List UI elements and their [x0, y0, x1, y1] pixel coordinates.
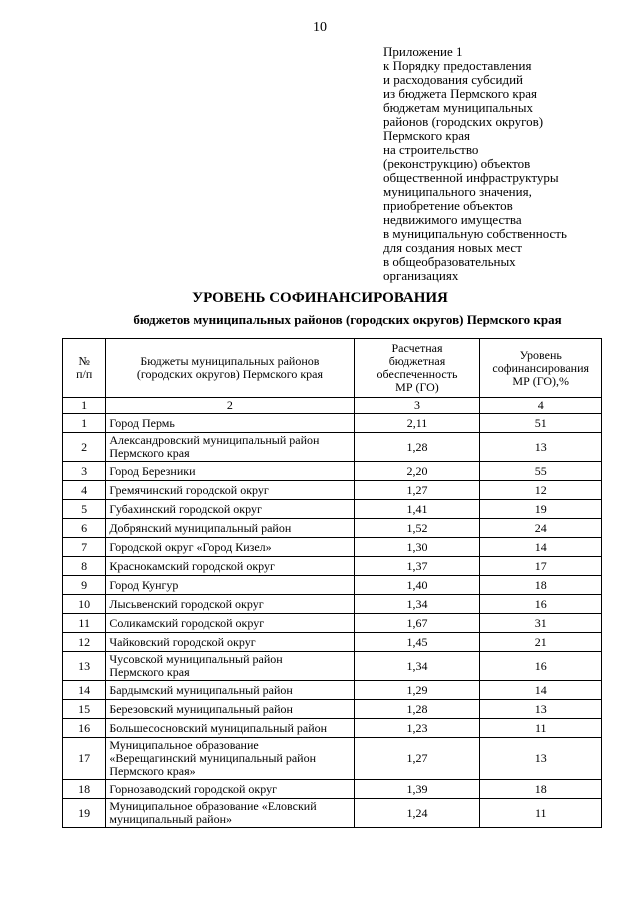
municipality-name — [106, 652, 354, 681]
row-number: 9 — [63, 576, 106, 595]
appendix-line: (реконструкцию) объектов — [383, 156, 531, 171]
column-number: 1 — [63, 398, 106, 414]
budget-security-value: 1,45 — [354, 633, 480, 652]
municipality-name-line: Краснокамский городской округ — [109, 558, 275, 573]
header-line: софинансирования — [492, 360, 590, 375]
budget-security-value: 2,20 — [354, 462, 480, 481]
column-number: 3 — [354, 398, 480, 414]
municipality-name-line: Муниципальное образование «Еловский — [109, 799, 317, 813]
table-row — [63, 481, 602, 500]
table-row — [63, 433, 602, 462]
header-line: п/п — [76, 367, 93, 381]
cofinancing-level-value: 16 — [480, 595, 602, 614]
cofinancing-level-value: 11 — [480, 799, 602, 828]
row-number: 6 — [63, 519, 106, 538]
appendix-line: и расходования субсидий — [383, 72, 523, 87]
cofinancing-level-value: 12 — [480, 481, 602, 500]
header-level — [480, 339, 602, 398]
municipality-name — [106, 481, 354, 500]
cofinancing-level-value: 18 — [480, 576, 602, 595]
municipality-name-line: Пермского края — [109, 446, 190, 460]
table-row — [63, 614, 602, 633]
municipality-name-line: Город Пермь — [109, 415, 175, 430]
municipality-name — [106, 700, 354, 719]
appendix-line: для создания новых мест — [383, 240, 522, 255]
row-number: 13 — [63, 652, 106, 681]
municipality-name-line: Александровский муниципальный район — [109, 433, 320, 447]
budget-security-value: 1,28 — [354, 433, 480, 462]
municipality-name-line: Городской округ «Город Кизел» — [109, 539, 272, 554]
row-number: 17 — [63, 738, 106, 780]
cofinancing-level-value: 11 — [480, 719, 602, 738]
table-row — [63, 799, 602, 828]
budget-security-value: 1,67 — [354, 614, 480, 633]
municipality-name — [106, 738, 354, 780]
appendix-line: районов (городских округов) — [383, 114, 544, 129]
row-number: 10 — [63, 595, 106, 614]
cofinancing-level-value: 14 — [480, 538, 602, 557]
row-number: 12 — [63, 633, 106, 652]
table-row — [63, 633, 602, 652]
budget-security-value: 2,11 — [354, 414, 480, 433]
municipality-name — [106, 633, 354, 652]
table-row — [63, 681, 602, 700]
municipality-name-line: Бардымский муниципальный район — [109, 682, 293, 697]
table-row — [63, 780, 602, 799]
municipality-name — [106, 576, 354, 595]
appendix-line: муниципального значения, — [383, 184, 532, 199]
table-row — [63, 700, 602, 719]
row-number: 18 — [63, 780, 106, 799]
appendix-line: Приложение 1 — [383, 44, 463, 59]
row-number: 14 — [63, 681, 106, 700]
municipality-name-line: Город Кунгур — [109, 577, 179, 592]
budget-security-value: 1,39 — [354, 780, 480, 799]
cofinancing-level-value: 55 — [480, 462, 602, 481]
cofinancing-level-value: 19 — [480, 500, 602, 519]
municipality-name-line: муниципальный район» — [109, 812, 233, 826]
appendix-line: в общеобразовательных — [383, 254, 516, 269]
table-row — [63, 652, 602, 681]
budget-security-value: 1,41 — [354, 500, 480, 519]
budget-security-value: 1,37 — [354, 557, 480, 576]
row-number: 5 — [63, 500, 106, 519]
municipality-name-line: Соликамский городской округ — [109, 615, 265, 630]
column-number: 4 — [480, 398, 602, 414]
table-row — [63, 719, 602, 738]
municipality-name-line: Чайковский городской округ — [109, 634, 256, 649]
table-header-row — [63, 339, 602, 398]
cofinancing-level-value: 13 — [480, 433, 602, 462]
row-number: 3 — [63, 462, 106, 481]
document-subtitle: бюджетов муниципальных районов (городских округов) Пермского края — [133, 312, 562, 327]
appendix-line: из бюджета Пермского края — [383, 86, 538, 101]
municipality-name-line: Пермского края» — [109, 764, 196, 778]
column-number: 2 — [106, 398, 354, 414]
appendix-line: бюджетам муниципальных — [383, 100, 533, 115]
row-number: 19 — [63, 799, 106, 828]
municipality-name-line: Большесосновский муниципальный район — [109, 720, 328, 735]
municipality-name-line: Пермского края — [109, 665, 190, 679]
header-number — [63, 339, 106, 398]
header-line: Расчетная — [391, 341, 443, 355]
cofinancing-level-value: 51 — [480, 414, 602, 433]
header-line: Бюджеты муниципальных районов — [140, 354, 320, 368]
budget-security-value: 1,30 — [354, 538, 480, 557]
cofinancing-level-value: 21 — [480, 633, 602, 652]
row-number: 4 — [63, 481, 106, 500]
appendix-note — [383, 45, 623, 283]
header-line: № — [78, 354, 90, 368]
table-row — [63, 557, 602, 576]
municipality-name — [106, 719, 354, 738]
municipality-name — [106, 462, 354, 481]
municipality-name-line: «Верещагинский муниципальный район — [109, 751, 317, 765]
header-line: бюджетная — [388, 354, 446, 368]
table-row — [63, 738, 602, 780]
municipality-name — [106, 681, 354, 700]
appendix-line: общественной инфраструктуры — [383, 170, 559, 185]
municipality-name — [106, 557, 354, 576]
table-row — [63, 500, 602, 519]
budget-security-value: 1,52 — [354, 519, 480, 538]
row-number: 7 — [63, 538, 106, 557]
cofinancing-level-value: 14 — [480, 681, 602, 700]
appendix-line: к Порядку предоставления — [383, 58, 532, 73]
budget-security-value: 1,27 — [354, 738, 480, 780]
municipality-name-line: Чусовской муниципальный район — [109, 652, 283, 666]
table-row — [63, 595, 602, 614]
municipality-name — [106, 538, 354, 557]
cofinancing-level-value: 31 — [480, 614, 602, 633]
budget-security-value: 1,27 — [354, 481, 480, 500]
appendix-line: Пермского края — [383, 128, 470, 143]
table-row — [63, 519, 602, 538]
budget-security-value: 1,34 — [354, 652, 480, 681]
budget-security-value: 1,24 — [354, 799, 480, 828]
cofinancing-level-value: 13 — [480, 700, 602, 719]
column-number-row — [63, 398, 602, 414]
page-number: 10 — [313, 20, 327, 35]
cofinancing-table — [62, 338, 602, 828]
appendix-line: организациях — [383, 268, 459, 283]
table-row — [63, 538, 602, 557]
cofinancing-level-value: 16 — [480, 652, 602, 681]
appendix-line: недвижимого имущества — [383, 212, 522, 227]
header-budget — [106, 339, 354, 398]
municipality-name — [106, 799, 354, 828]
header-line: Уровень — [519, 347, 562, 362]
header-line: (городских округов) Пермского края — [136, 367, 323, 381]
municipality-name-line: Гремячинский городской округ — [109, 482, 269, 497]
table-row — [63, 414, 602, 433]
municipality-name-line: Горнозаводский городской округ — [109, 781, 278, 796]
table-row — [63, 462, 602, 481]
municipality-name — [106, 595, 354, 614]
cofinancing-level-value: 18 — [480, 780, 602, 799]
appendix-line: приобретение объектов — [383, 198, 513, 213]
row-number: 8 — [63, 557, 106, 576]
row-number: 1 — [63, 414, 106, 433]
municipality-name-line: Березовский муниципальный район — [109, 701, 293, 716]
document-title: УРОВЕНЬ СОФИНАНСИРОВАНИЯ — [192, 290, 448, 306]
cofinancing-level-value: 17 — [480, 557, 602, 576]
row-number: 2 — [63, 433, 106, 462]
row-number: 16 — [63, 719, 106, 738]
header-line: обеспеченность — [376, 367, 458, 381]
municipality-name-line: Город Березники — [109, 463, 196, 478]
budget-security-value: 1,23 — [354, 719, 480, 738]
row-number: 15 — [63, 700, 106, 719]
budget-security-value: 1,28 — [354, 700, 480, 719]
municipality-name — [106, 500, 354, 519]
municipality-name — [106, 414, 354, 433]
appendix-line: на строительство — [383, 142, 479, 157]
header-line: МР (ГО),% — [512, 373, 570, 388]
row-number: 11 — [63, 614, 106, 633]
appendix-line: в муниципальную собственность — [383, 226, 567, 241]
municipality-name — [106, 433, 354, 462]
budget-security-value: 1,34 — [354, 595, 480, 614]
cofinancing-level-value: 24 — [480, 519, 602, 538]
budget-security-value: 1,29 — [354, 681, 480, 700]
cofinancing-level-value: 13 — [480, 738, 602, 780]
municipality-name-line: Лысьвенский городской округ — [109, 596, 264, 611]
header-security — [354, 339, 480, 398]
municipality-name — [106, 780, 354, 799]
municipality-name-line: Губахинский городской округ — [109, 501, 262, 516]
budget-security-value: 1,40 — [354, 576, 480, 595]
municipality-name-line: Добрянский муниципальный район — [109, 520, 292, 535]
municipality-name — [106, 614, 354, 633]
header-line: МР (ГО) — [395, 380, 439, 394]
table-row — [63, 576, 602, 595]
municipality-name — [106, 519, 354, 538]
municipality-name-line: Муниципальное образование — [109, 738, 259, 752]
